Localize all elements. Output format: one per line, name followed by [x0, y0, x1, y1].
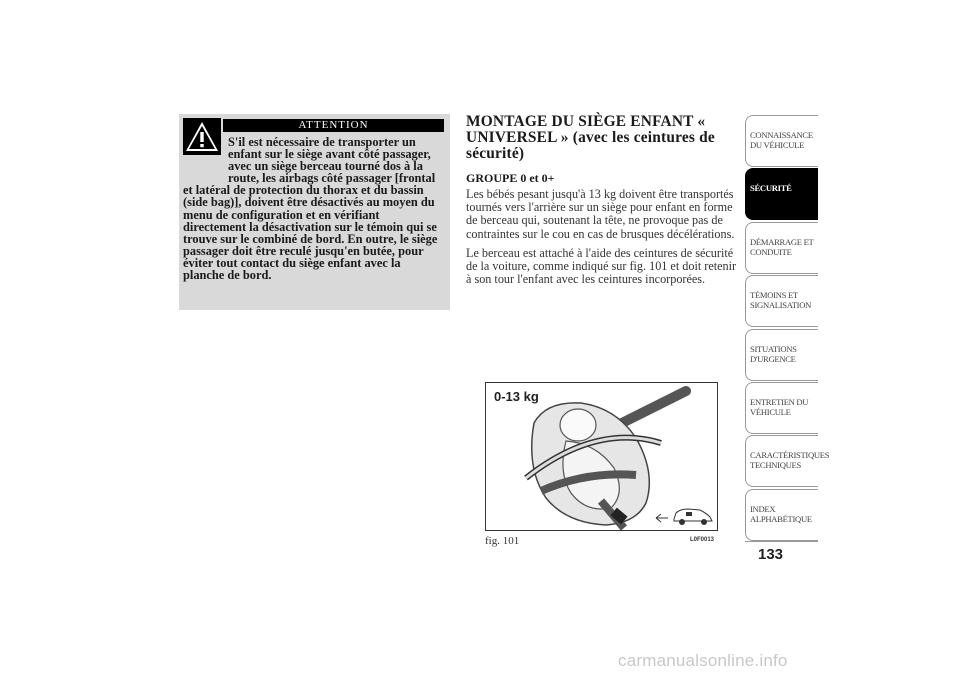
tab-securite[interactable]: SÉCURITÉ: [745, 168, 818, 220]
warning-text: S'il est nécessaire de transporter un enfant sur le siège avant côté passager, avec un siège berceau tourné dos à la route, les airbags côté passager [frontal et latéral de protection du thorax et du bassin (side bag)], doivent être désactivés au moyen du menu de configuration et en vérifiant directement la désactivation sur le témoin qui se trouve sur le combiné de bord. En outre, le siège passager doit être reculé jusqu'en butée, pour éviter tout contact du siège enfant avec la planche de bord.: [183, 135, 438, 283]
figure-label: 0-13 kg: [494, 389, 539, 404]
chapter-tabs: [745, 115, 830, 542]
warning-title: ATTENTION: [223, 119, 444, 132]
tab-connaissance-du-vehicule[interactable]: CONNAISSANCE DU VÉHICULE: [745, 115, 818, 167]
tab-caracteristiques-techniques[interactable]: CARACTÉRISTIQUES TECHNIQUES: [745, 435, 818, 487]
figure-code: L0F0013: [690, 537, 715, 543]
warning-box: [179, 114, 450, 310]
tab-situations-d-urgence[interactable]: SITUATIONS D'URGENCE: [745, 329, 818, 381]
paragraph-1: Les bébés pesant jusqu'à 13 kg doivent être transportés tournés vers l'arrière sur un siège pour enfant en forme de berceau qui, soutenant la tête, ne provoque pas de contraintes sur le cou en cas de brusques décélérations.: [466, 187, 735, 241]
warning-triangle-icon: [183, 118, 221, 155]
main-column: [466, 114, 742, 286]
watermark: carmanualsonline.info: [618, 651, 788, 670]
figure-child-seat: [485, 382, 718, 531]
figure-caption: fig. 101: [485, 535, 520, 547]
tab-index-alphabetique[interactable]: INDEX ALPHABÉTIQUE: [745, 489, 818, 541]
car-icon: [674, 509, 712, 525]
tab-entretien-du-vehicule[interactable]: ENTRETIEN DU VÉHICULE: [745, 382, 818, 434]
page-number: 133: [758, 546, 784, 563]
section-title: MONTAGE DU SIÈGE ENFANT « UNIVERSEL » (avec les ceintures de sécurité): [466, 113, 715, 162]
section-subheading: GROUPE 0 et 0+: [466, 171, 555, 185]
tab-demarrage-et-conduite[interactable]: DÉMARRAGE ET CONDUITE: [745, 222, 818, 274]
child-seat-illustration: [486, 383, 717, 530]
tabs-bottom-rule: [745, 541, 818, 542]
tab-temoins-et-signalisation[interactable]: TÉMOINS ET SIGNALISATION: [745, 275, 818, 327]
paragraph-2: Le berceau est attaché à l'aide des ceintures de sécurité de la voiture, comme indiqué sur fig. 101 et doit retenir à son tour l'enfant avec les ceintures incorporées.: [466, 245, 737, 287]
